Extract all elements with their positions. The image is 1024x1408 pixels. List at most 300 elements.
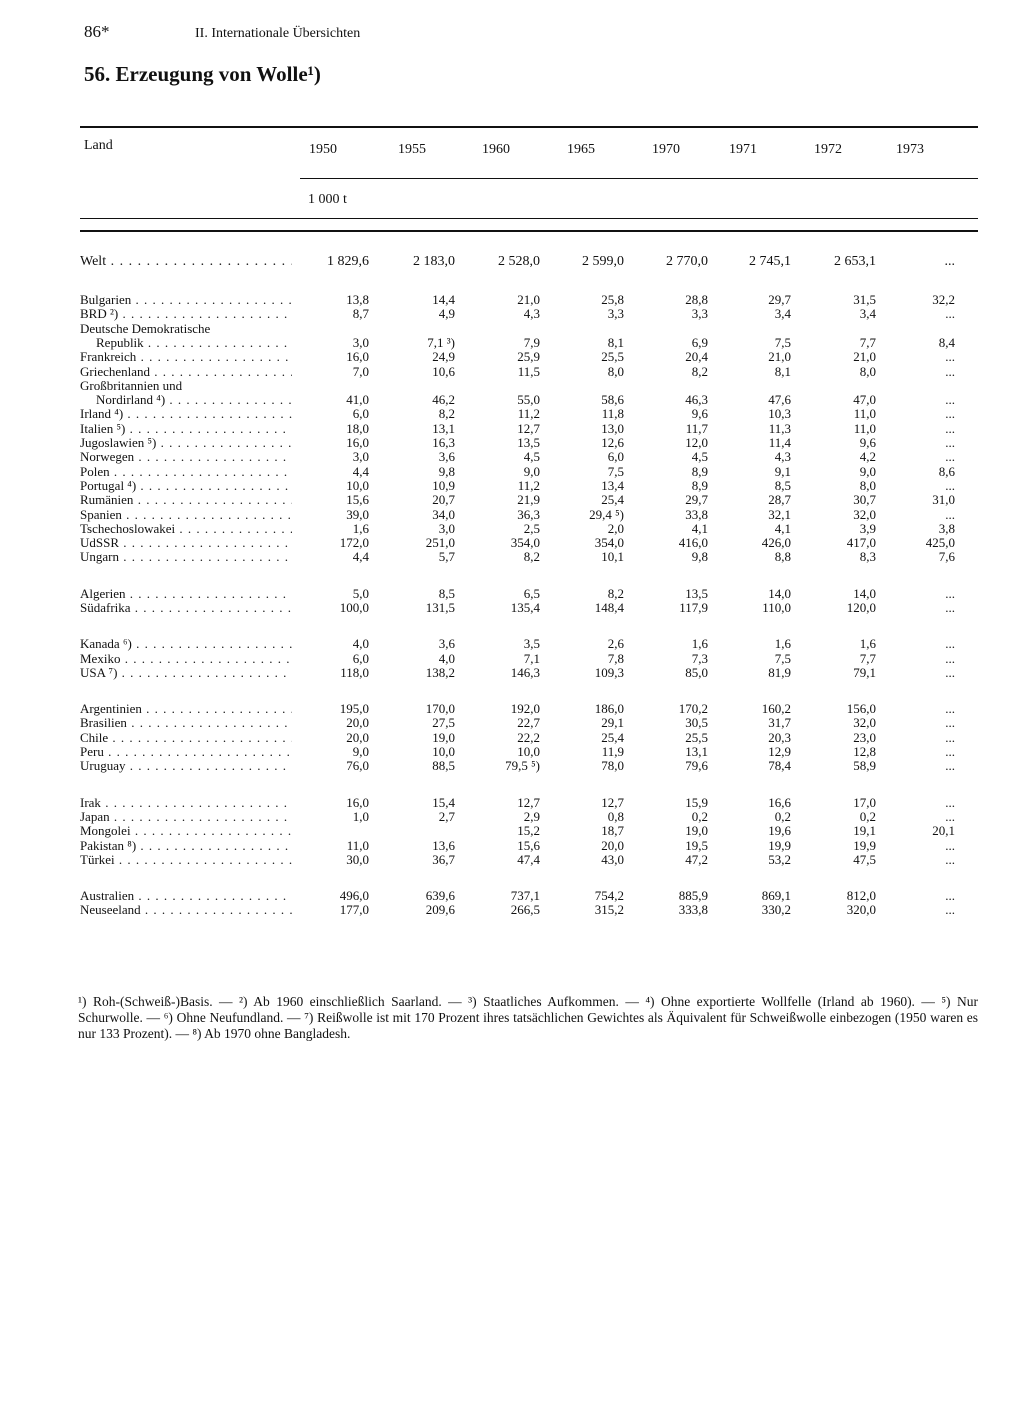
cell-1960: 55,0 (517, 392, 540, 407)
table-row (0, 350, 1024, 364)
row-label: Uruguay . . . (80, 759, 292, 773)
table-row (0, 824, 1024, 838)
cell-1950: 3,0 (352, 335, 369, 350)
row-label: Italien ⁵) . . . (80, 422, 292, 436)
cell-1965: 354,0 (594, 535, 624, 550)
cell-1955: 9,8 (438, 464, 455, 479)
row-label: BRD ²) . . . (80, 307, 292, 321)
row-label: Bulgarien . . . (80, 293, 292, 307)
row-label: Griechenland . . . (80, 365, 292, 379)
cell-1972: 1,6 (859, 636, 876, 651)
cell-1973: ... (945, 852, 955, 867)
column-header-1973: 1973 (896, 142, 924, 157)
cell-1970: 33,8 (685, 507, 708, 522)
footnotes: ¹) Roh-(Schweiß-)Basis. — ²) Ab 1960 einschließlich Saarland. — ³) Staatliches Aufkommen. — ⁴) Ohne exportierte Wollfelle (Irland ab 1960). — ⁵) Nur Schurwolle. — ⁶) Ohne Neufundland. — ⁷) Reißwolle ist mit 170 Prozent ihres tatsächlichen Gewichtes als Äquivalent für Schweißwolle einbezogen (1950 waren es nur 133 Prozent). — ⁸) Ab 1970 ohne Bangladesh. (78, 994, 978, 1041)
table-row (0, 336, 1024, 350)
cell-1955: 19,0 (432, 730, 455, 745)
cell-1971: 31,7 (768, 715, 791, 730)
cell-1965: 12,7 (601, 795, 624, 810)
table-row (0, 307, 1024, 321)
cell-1971: 0,2 (774, 809, 791, 824)
cell-1971: 3,4 (774, 306, 791, 321)
cell-1960: 22,7 (517, 715, 540, 730)
cell-1973: ... (945, 902, 955, 917)
cell-1955: 170,0 (425, 701, 455, 716)
row-label: Spanien . . . (80, 508, 292, 522)
cell-1965: 0,8 (607, 809, 624, 824)
cell-1950: 6,0 (352, 406, 369, 421)
cell-1971: 330,2 (761, 902, 791, 917)
table-row (0, 601, 1024, 615)
cell-1965: 6,0 (607, 449, 624, 464)
cell-1965: 8,1 (607, 335, 624, 350)
cell-1960: 12,7 (517, 795, 540, 810)
cell-1965: 10,1 (601, 549, 624, 564)
cell-1950: 4,4 (352, 549, 369, 564)
cell-1972: 19,1 (853, 823, 876, 838)
row-label: Republik . . . (80, 336, 292, 350)
table-row (0, 407, 1024, 421)
column-header-1955: 1955 (398, 142, 426, 157)
cell-1973: ... (945, 744, 955, 759)
table-row (0, 587, 1024, 601)
cell-1971: 81,9 (768, 665, 791, 680)
cell-1960: 7,1 (523, 651, 540, 666)
cell-1971: 47,6 (768, 392, 791, 407)
cell-1971: 11,4 (768, 435, 791, 450)
cell-1965: 315,2 (594, 902, 624, 917)
table-row (0, 745, 1024, 759)
cell-1950: 41,0 (346, 392, 369, 407)
cell-1960: 8,2 (523, 549, 540, 564)
cell-1972: 17,0 (853, 795, 876, 810)
cell-1973: ... (945, 730, 955, 745)
cell-1955: 639,6 (425, 888, 455, 903)
row-label: Frankreich . . . (80, 350, 292, 364)
table-row (0, 810, 1024, 824)
cell-1960: 10,0 (517, 744, 540, 759)
table-row (0, 254, 1024, 270)
cell-1970: 416,0 (678, 535, 708, 550)
cell-1970: 25,5 (685, 730, 708, 745)
cell-1970: 85,0 (685, 665, 708, 680)
cell-1971: 10,3 (768, 406, 791, 421)
cell-1970: 13,5 (685, 586, 708, 601)
cell-1970: 30,5 (685, 715, 708, 730)
cell-1960: 25,9 (517, 349, 540, 364)
cell-1960: 47,4 (517, 852, 540, 867)
row-label: Japan . . . (80, 810, 292, 824)
cell-1960: 2,5 (523, 521, 540, 536)
cell-1970: 333,8 (678, 902, 708, 917)
cell-1955: 251,0 (425, 535, 455, 550)
cell-1965: 3,3 (607, 306, 624, 321)
cell-1971: 28,7 (768, 492, 791, 507)
cell-1970: 29,7 (685, 492, 708, 507)
cell-1965: 186,0 (594, 701, 624, 716)
cell-1972: 31,5 (853, 292, 876, 307)
cell-1972: 320,0 (846, 902, 876, 917)
cell-1955: 10,6 (432, 364, 455, 379)
cell-1950: 4,4 (352, 464, 369, 479)
cell-1960: 4,3 (523, 306, 540, 321)
cell-1955: 5,7 (438, 549, 455, 564)
table-row (0, 393, 1024, 407)
cell-1950: 7,0 (352, 364, 369, 379)
cell-1965: 109,3 (594, 665, 624, 680)
cell-1960: 192,0 (510, 701, 540, 716)
cell-1950: 18,0 (346, 421, 369, 436)
table-row (0, 365, 1024, 379)
cell-1965: 25,4 (601, 730, 624, 745)
row-label: Türkei . . . (80, 853, 292, 867)
cell-1960: 13,5 (517, 435, 540, 450)
cell-1950: 1 829,6 (327, 254, 369, 269)
cell-1971: 32,1 (768, 507, 791, 522)
cell-1971: 19,6 (768, 823, 791, 838)
cell-1970: 46,3 (685, 392, 708, 407)
cell-1960: 9,0 (523, 464, 540, 479)
cell-1973: ... (945, 421, 955, 436)
cell-1960: 79,5 ⁵) (505, 758, 540, 773)
cell-1971: 21,0 (768, 349, 791, 364)
cell-1973: ... (945, 795, 955, 810)
cell-1970: 12,0 (685, 435, 708, 450)
cell-1972: 3,4 (859, 306, 876, 321)
cell-1973: ... (945, 478, 955, 493)
cell-1955: 20,7 (432, 492, 455, 507)
cell-1972: 23,0 (853, 730, 876, 745)
cell-1950: 4,0 (352, 636, 369, 651)
row-label: Chile . . . (80, 731, 292, 745)
cell-1965: 11,8 (601, 406, 624, 421)
cell-1973: ... (944, 254, 955, 269)
cell-1973: ... (945, 306, 955, 321)
cell-1973: 20,1 (932, 823, 955, 838)
cell-1965: 12,6 (601, 435, 624, 450)
column-header-1970: 1970 (652, 142, 680, 157)
cell-1971: 426,0 (761, 535, 791, 550)
cell-1971: 7,5 (774, 335, 791, 350)
cell-1972: 30,7 (853, 492, 876, 507)
cell-1965: 25,4 (601, 492, 624, 507)
page-number: 86* (84, 22, 110, 41)
cell-1955: 14,4 (432, 292, 455, 307)
cell-1971: 8,5 (774, 478, 791, 493)
cell-1965: 43,0 (601, 852, 624, 867)
cell-1973: ... (945, 507, 955, 522)
cell-1955: 131,5 (425, 600, 455, 615)
cell-1970: 3,3 (691, 306, 708, 321)
cell-1972: 9,0 (859, 464, 876, 479)
cell-1960: 11,2 (517, 406, 540, 421)
cell-1972: 417,0 (846, 535, 876, 550)
cell-1950: 11,0 (346, 838, 369, 853)
cell-1971: 19,9 (768, 838, 791, 853)
table-row (0, 493, 1024, 507)
cell-1955: 3,6 (438, 449, 455, 464)
table-title: 56. Erzeugung von Wolle¹) (84, 62, 321, 86)
row-label: Nordirland ⁴) . . . (80, 393, 292, 407)
cell-1955: 15,4 (432, 795, 455, 810)
cell-1970: 6,9 (691, 335, 708, 350)
cell-1955: 10,9 (432, 478, 455, 493)
cell-1970: 20,4 (685, 349, 708, 364)
cell-1965: 25,8 (601, 292, 624, 307)
table-row (0, 322, 1024, 336)
table-row (0, 716, 1024, 730)
cell-1972: 11,0 (853, 406, 876, 421)
cell-1972: 14,0 (853, 586, 876, 601)
cell-1971: 160,2 (761, 701, 791, 716)
cell-1955: 8,2 (438, 406, 455, 421)
cell-1972: 8,0 (859, 364, 876, 379)
cell-1970: 9,8 (691, 549, 708, 564)
cell-1971: 16,6 (768, 795, 791, 810)
cell-1950: 20,0 (346, 730, 369, 745)
cell-1973: ... (945, 758, 955, 773)
cell-1972: 9,6 (859, 435, 876, 450)
section-title: II. Internationale Übersichten (195, 26, 361, 41)
table-row (0, 522, 1024, 536)
table-row (0, 637, 1024, 651)
cell-1950: 3,0 (352, 449, 369, 464)
cell-1960: 266,5 (510, 902, 540, 917)
cell-1965: 2,0 (607, 521, 624, 536)
cell-1973: ... (945, 888, 955, 903)
row-label: Argentinien . . . (80, 702, 292, 716)
cell-1972: 8,0 (859, 478, 876, 493)
cell-1960: 22,2 (517, 730, 540, 745)
cell-1960: 3,5 (523, 636, 540, 651)
cell-1950: 8,7 (352, 306, 369, 321)
cell-1965: 8,0 (607, 364, 624, 379)
row-label: USA ⁷) . . . (80, 666, 292, 680)
cell-1972: 156,0 (846, 701, 876, 716)
cell-1970: 19,0 (685, 823, 708, 838)
cell-1970: 19,5 (685, 838, 708, 853)
cell-1960: 15,2 (517, 823, 540, 838)
cell-1971: 110,0 (762, 600, 791, 615)
table-row (0, 666, 1024, 680)
cell-1950: 100,0 (339, 600, 369, 615)
cell-1971: 12,9 (768, 744, 791, 759)
cell-1972: 2 653,1 (834, 254, 876, 269)
row-label: Tschechoslowakei . . . (80, 522, 292, 536)
cell-1960: 6,5 (523, 586, 540, 601)
cell-1971: 869,1 (761, 888, 791, 903)
cell-1950: 1,0 (352, 809, 369, 824)
cell-1960: 21,9 (517, 492, 540, 507)
table-row (0, 853, 1024, 867)
cell-1960: 15,6 (517, 838, 540, 853)
cell-1955: 46,2 (432, 392, 455, 407)
cell-1955: 8,5 (438, 586, 455, 601)
table-row (0, 536, 1024, 550)
cell-1965: 20,0 (601, 838, 624, 853)
cell-1973: ... (945, 636, 955, 651)
cell-1950: 13,8 (346, 292, 369, 307)
cell-1955: 4,0 (438, 651, 455, 666)
cell-1950: 16,0 (346, 795, 369, 810)
cell-1970: 4,1 (691, 521, 708, 536)
cell-1971: 4,1 (774, 521, 791, 536)
column-header-1960: 1960 (482, 142, 510, 157)
cell-1955: 138,2 (425, 665, 455, 680)
cell-1960: 12,7 (517, 421, 540, 436)
table-row (0, 759, 1024, 773)
cell-1972: 12,8 (853, 744, 876, 759)
cell-1970: 79,6 (685, 758, 708, 773)
cell-1960: 11,5 (517, 364, 540, 379)
row-label: Mongolei . . . (80, 824, 292, 838)
cell-1970: 7,3 (691, 651, 708, 666)
cell-1971: 1,6 (774, 636, 791, 651)
row-label: Peru . . . (80, 745, 292, 759)
cell-1965: 754,2 (594, 888, 624, 903)
cell-1972: 47,5 (853, 852, 876, 867)
row-label: Irak . . . (80, 796, 292, 810)
table-row (0, 903, 1024, 917)
cell-1960: 4,5 (523, 449, 540, 464)
cell-1970: 117,9 (679, 600, 708, 615)
table-row (0, 731, 1024, 745)
table-row (0, 436, 1024, 450)
cell-1955: 209,6 (425, 902, 455, 917)
cell-1973: 8,4 (938, 335, 955, 350)
cell-1971: 8,1 (774, 364, 791, 379)
cell-1973: ... (945, 392, 955, 407)
cell-1970: 1,6 (691, 636, 708, 651)
table-row (0, 889, 1024, 903)
row-label: Australien . . . (80, 889, 292, 903)
cell-1972: 7,7 (859, 651, 876, 666)
cell-1973: ... (945, 809, 955, 824)
row-label: Großbritannien und (80, 379, 183, 393)
cell-1970: 13,1 (685, 744, 708, 759)
cell-1973: ... (945, 364, 955, 379)
table-row (0, 422, 1024, 436)
row-label: Neuseeland . . . (80, 903, 292, 917)
cell-1960: 36,3 (517, 507, 540, 522)
cell-1971: 14,0 (768, 586, 791, 601)
table-row (0, 508, 1024, 522)
cell-1971: 53,2 (768, 852, 791, 867)
cell-1972: 0,2 (859, 809, 876, 824)
cell-1971: 8,8 (774, 549, 791, 564)
row-label: Polen . . . (80, 465, 292, 479)
cell-1972: 47,0 (853, 392, 876, 407)
row-label: Rumänien . . . (80, 493, 292, 507)
table-row (0, 702, 1024, 716)
cell-1950: 496,0 (339, 888, 369, 903)
cell-1972: 8,3 (859, 549, 876, 564)
cell-1950: 15,6 (346, 492, 369, 507)
cell-1973: ... (945, 435, 955, 450)
table-row (0, 550, 1024, 564)
cell-1950: 16,0 (346, 349, 369, 364)
cell-1950: 177,0 (339, 902, 369, 917)
row-label: Deutsche Demokratische (80, 322, 211, 336)
cell-1950: 39,0 (346, 507, 369, 522)
cell-1950: 20,0 (346, 715, 369, 730)
cell-1965: 29,1 (601, 715, 624, 730)
cell-1970: 885,9 (678, 888, 708, 903)
cell-1972: 32,0 (853, 507, 876, 522)
cell-1973: ... (945, 406, 955, 421)
cell-1972: 3,9 (859, 521, 876, 536)
cell-1955: 2,7 (438, 809, 455, 824)
cell-1955: 2 183,0 (413, 254, 455, 269)
cell-1960: 135,4 (510, 600, 540, 615)
cell-1970: 9,6 (691, 406, 708, 421)
cell-1960: 11,2 (517, 478, 540, 493)
cell-1970: 8,2 (691, 364, 708, 379)
table-row (0, 293, 1024, 307)
cell-1973: ... (945, 838, 955, 853)
row-label: Brasilien . . . (80, 716, 292, 730)
column-header-1950: 1950 (309, 142, 337, 157)
row-label: UdSSR . . . (80, 536, 292, 550)
cell-1973: 31,0 (932, 492, 955, 507)
table-row (0, 652, 1024, 666)
cell-1950: 172,0 (339, 535, 369, 550)
table-row (0, 379, 1024, 393)
cell-1971: 20,3 (768, 730, 791, 745)
cell-1965: 148,4 (594, 600, 624, 615)
cell-1950: 6,0 (352, 651, 369, 666)
column-header-1965: 1965 (567, 142, 595, 157)
cell-1970: 28,8 (685, 292, 708, 307)
cell-1972: 79,1 (853, 665, 876, 680)
cell-1973: ... (945, 349, 955, 364)
row-label: Norwegen . . . (80, 450, 292, 464)
cell-1950: 10,0 (346, 478, 369, 493)
cell-1971: 78,4 (768, 758, 791, 773)
cell-1970: 8,9 (691, 478, 708, 493)
row-label: Südafrika . . . (80, 601, 292, 615)
cell-1965: 13,0 (601, 421, 624, 436)
cell-1973: ... (945, 449, 955, 464)
cell-1972: 4,2 (859, 449, 876, 464)
cell-1970: 8,9 (691, 464, 708, 479)
column-header-1971: 1971 (729, 142, 757, 157)
cell-1950: 195,0 (339, 701, 369, 716)
cell-1965: 7,5 (607, 464, 624, 479)
cell-1965: 13,4 (601, 478, 624, 493)
cell-1955: 3,6 (438, 636, 455, 651)
row-label: Kanada ⁶) . . . (80, 637, 292, 651)
cell-1955: 3,0 (438, 521, 455, 536)
cell-1973: 32,2 (932, 292, 955, 307)
cell-1973: ... (945, 651, 955, 666)
cell-1955: 13,6 (432, 838, 455, 853)
cell-1960: 354,0 (510, 535, 540, 550)
cell-1955: 24,9 (432, 349, 455, 364)
table-row (0, 839, 1024, 853)
cell-1960: 2 528,0 (498, 254, 540, 269)
cell-1971: 2 745,1 (749, 254, 791, 269)
cell-1971: 4,3 (774, 449, 791, 464)
cell-1955: 36,7 (432, 852, 455, 867)
cell-1955: 10,0 (432, 744, 455, 759)
cell-1955: 13,1 (432, 421, 455, 436)
cell-1972: 21,0 (853, 349, 876, 364)
cell-1950: 16,0 (346, 435, 369, 450)
cell-1972: 19,9 (853, 838, 876, 853)
cell-1965: 11,9 (601, 744, 624, 759)
cell-1950: 5,0 (352, 586, 369, 601)
